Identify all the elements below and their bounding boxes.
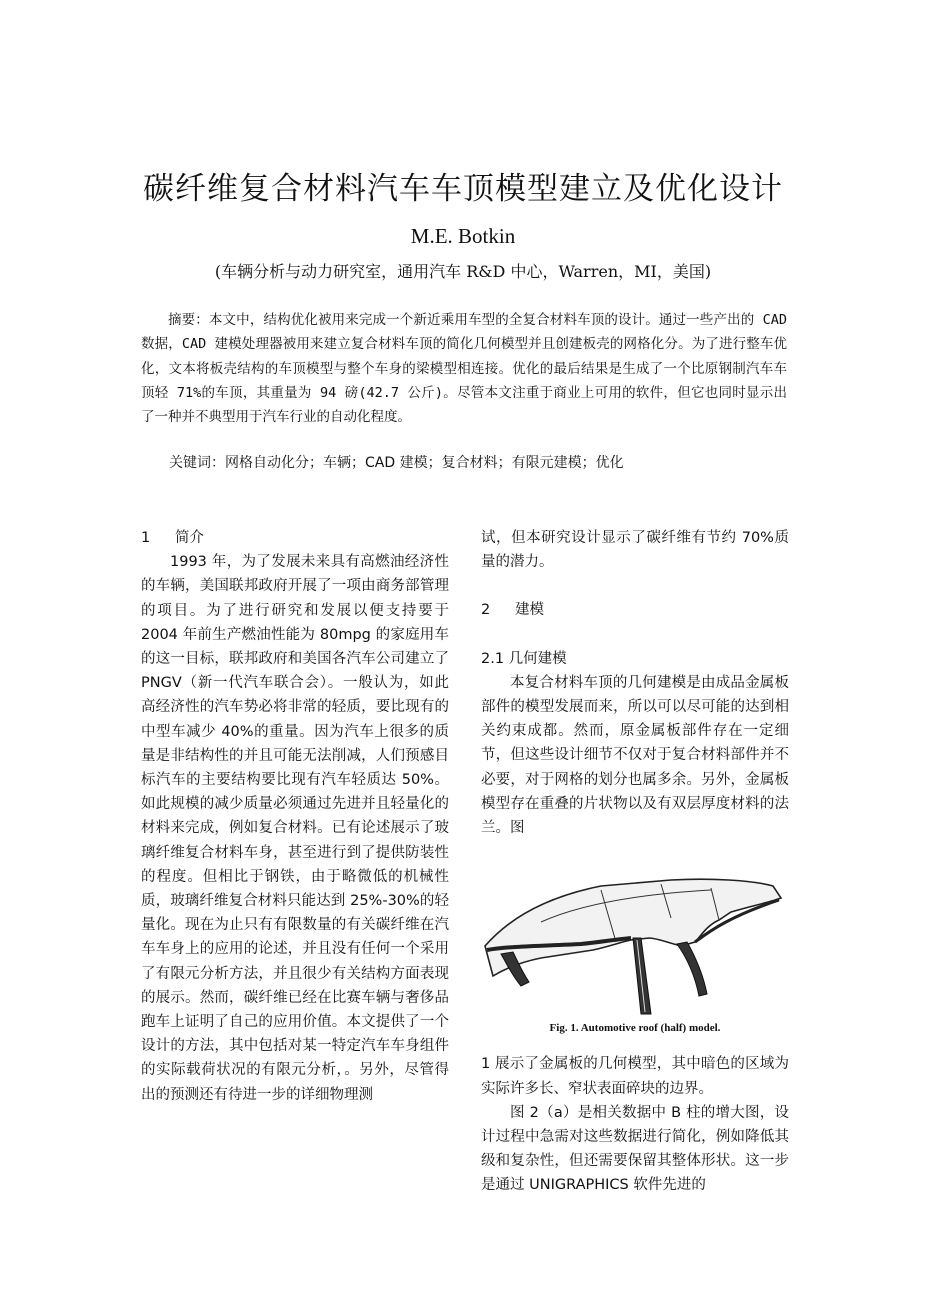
right-column bbox=[481, 526, 789, 1198]
b-pillar-shape bbox=[633, 938, 651, 1014]
figure-caption: Fig. 1. Automotive roof (half) model. bbox=[549, 1022, 721, 1035]
section-title: 建模 bbox=[515, 602, 544, 619]
subsection-number: 2.1 bbox=[481, 650, 505, 667]
abstract: 摘要：本文中，结构优化被用来完成一个新近乘用车型的全复合材料车顶的设计。通过一些产出的 CAD 数据，CAD 建模处理器被用来建立复合材料车顶的简化几何模型并且创建板壳的网格化分。为了进行整车优化，文本将板壳结构的车顶模型与整个车身的梁模型相连接。优化的最后结果是生成了一个比原钢制汽车车顶轻 71%的车顶，其重量为 94 磅(42.7 公斤)。尽管本文注重于商业上可用的软件，但它也同时显示出了一种并不典型用于汽车行业的自动化程度。 bbox=[141, 312, 787, 426]
subsection-title: 几何建模 bbox=[508, 650, 567, 667]
intro-paragraph: 1993 年，为了发展未来具有高燃油经济性的车辆，美国联邦政府开展了一项由商务部管理的项目。为了进行研究和发展以便支持要于 2004 年前生产燃油性能为 80mpg 的家庭用车的这一目标，联邦政府和美国各汽车公司建立了 PNGV（新一代汽车联合会）。一般认为，如此高经济性的汽车势必将非常的轻质，要比现有的中型车减少 40%的重量。因为汽车上很多的质量是非结构性的并且可能无法削减，人们预感目标汽车的主要结构要比现有汽车轻质达 50%。如此规模的减少质量必须通过先进并且轻量化的材料来完成，例如复合材料。已有论述展示了玻璃纤维复合材料车身，甚至进行到了提供防装性的程度。但相比于钢铁，由于略微低的机械性质，玻璃纤维复合材料只能达到 25%-30%的轻量化。现在为止只有有限数量的有关碳纤维在汽车车身上的应用的论述，并且没有任何一个采用了有限元分析方法，并且很少有关结构方面表现的展示。然而，碳纤维已经在比赛车辆与奢侈品跑车上证明了自己的应用价值。本文提供了一个设计的方法，其中包括对某一特定汽车车身组件的实际载荷状况的有限元分析，。另外，尽管得出的预测还有待进一步的详细物理测 bbox=[141, 554, 449, 1103]
left-column bbox=[141, 526, 449, 1107]
section-number: 2 bbox=[481, 602, 491, 619]
paper-title: 碳纤维复合材料汽车车顶模型建立及优化设计 bbox=[143, 171, 783, 207]
keywords: 关键词：网格自动化分；车辆；CAD 建模；复合材料；有限元建模；优化 bbox=[169, 455, 624, 471]
section-heading-intro bbox=[141, 526, 449, 550]
roof-outline-shape bbox=[485, 879, 781, 976]
author-name: M.E. Botkin bbox=[410, 224, 516, 248]
figure-roof-model bbox=[481, 846, 789, 1016]
affiliation: (车辆分析与动力研究室，通用汽车 R&D 中心，Warren，MI，美国) bbox=[214, 262, 712, 281]
modeling-paragraph-2: 图 2（a）是相关数据中 B 柱的增大图，设计过程中急需对这些数据进行简化，例如降低其级和复杂性，但还需要保留其整体形状。这一步是通过 UNIGRAPHICS 软件先进的 bbox=[481, 1104, 789, 1194]
modeling-paragraph-continued: 1 展示了金属板的几何模型，其中暗色的区域为实际许多长、窄状表面碎块的边界。 bbox=[481, 1056, 789, 1097]
intro-paragraph-continued: 试，但本研究设计显示了碳纤维有节约 70%质量的潜力。 bbox=[481, 530, 789, 571]
section-heading-modeling bbox=[481, 598, 789, 622]
section-title: 简介 bbox=[175, 530, 204, 546]
section-number: 1 bbox=[141, 530, 151, 546]
c-pillar-shape bbox=[677, 942, 707, 996]
subsection-heading-geometry bbox=[481, 647, 789, 671]
roof-model-drawing bbox=[481, 846, 789, 1016]
modeling-paragraph: 本复合材料车顶的几何建模是由成品金属板部件的模型发展而来，所以可以尽可能的达到相关约束成都。然而，原金属板部件存在一定细节，但这些设计细节不仅对于复合材料部件并不必要，对于网格的划分也属多余。另外，金属板模型存在重叠的片状物以及有双层厚度材料的法兰。图 bbox=[481, 674, 789, 837]
